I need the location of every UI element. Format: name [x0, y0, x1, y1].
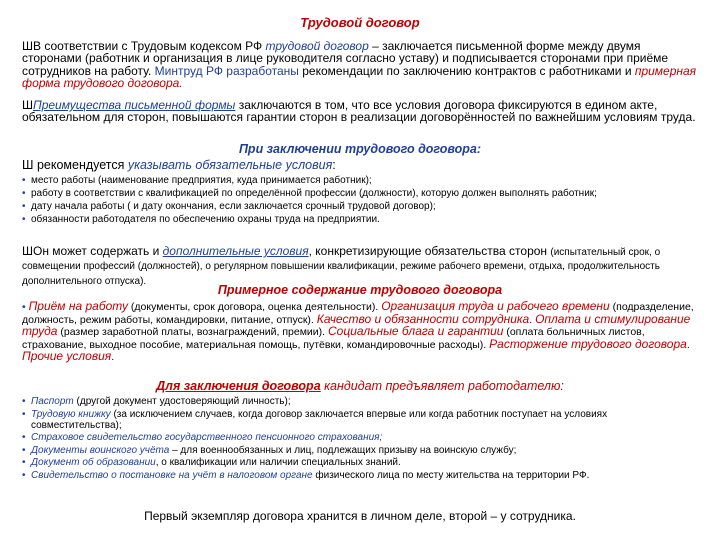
content-note-6: .	[686, 338, 690, 351]
doc-name: Страховое свидетельство государственного пенсионного страхования;	[31, 432, 383, 443]
content-paragraph	[22, 301, 698, 364]
heading-docs	[0, 379, 720, 393]
intro-term: трудовой договор	[265, 39, 369, 53]
doc-name: Трудовую книжку	[31, 408, 111, 420]
list-item: • работу в соответствии с квалификацией по определённой профессии (должности), которую должен выполнять работник;	[22, 188, 698, 199]
bullet-marker: Ш	[22, 39, 33, 53]
doc-name: Паспорт	[31, 396, 74, 407]
content-section-2: Организация труда и рабочего времени	[381, 299, 610, 313]
doc-note: , о квалификации или наличии специальных знаний.	[155, 457, 401, 468]
content-note-3: .	[529, 313, 536, 326]
intro-mintrud: Минтруд РФ разработаны	[154, 63, 299, 78]
content-section-1: Приём на работу	[28, 299, 128, 313]
list-item	[22, 432, 698, 443]
advantages-text: заключаются в том, что все условия договора фиксируются в едином акте, обязательном для сторон, повышаются гарантии сторон в реализации договорённостей по важнейшим условиям труда.	[22, 98, 696, 125]
bullet-marker: •	[22, 301, 29, 313]
doc-note: (за исключением случаев, когда договор заключается впервые или когда работник поступает на условиях совместительства);	[31, 408, 608, 431]
advantages-paragraph	[22, 99, 698, 124]
content-section-5: Социальные блага и гарантии	[328, 324, 504, 339]
intro-text-2: – заключается письменной форме между двумя сторонами (работник и организация в лице руководителя согласно уставу) и подписывается сторонами при приёме сотрудников на работу.	[22, 39, 669, 78]
additional-details: (испытательный срок, о совмещении профессий (должностей), о регулярном повышении квалификации, режиме рабочего времени, отдыха, продолжительность дополнительного отпуска).	[22, 247, 661, 287]
content-note-4: (размер заработной платы, вознаграждений, премии).	[57, 326, 328, 339]
footer-note: Первый экземпляр договора хранится в личном деле, второй – у сотрудника.	[144, 509, 576, 523]
content-note-1: (документы, срок договора, оценка деятельности).	[128, 301, 382, 313]
recommend-mandatory: указывать обязательные условия	[127, 158, 333, 172]
recommend-colon: :	[332, 158, 336, 172]
bullet-marker: Ш	[22, 158, 34, 172]
list-item	[22, 409, 698, 431]
doc-note: – для военнообязанных и лиц, подлежащих призыву на воинскую службу;	[169, 444, 517, 456]
documents-list	[22, 396, 698, 482]
heading-docs-main: Для заключения договора	[156, 379, 321, 393]
intro-paragraph	[22, 40, 698, 89]
content-section-6: Расторжение трудового договора	[489, 336, 687, 351]
mandatory-conditions-list	[22, 175, 698, 227]
doc-name: Свидетельство о постановке на учёт в налоговом органе	[31, 469, 313, 481]
additional-term: дополнительные условия	[162, 244, 309, 258]
content-note-5: (оплата больничных листов, страхование, выходное пособие, материальная помощь, путёвки, командировочные расходы).	[22, 326, 645, 351]
intro-sample-form: примерная форма трудового договора.	[22, 63, 697, 90]
additional-paragraph	[22, 245, 698, 288]
list-item	[22, 445, 698, 456]
doc-note: физического лица по месту жительства на территории РФ.	[312, 469, 590, 481]
content-section-3: Качество и обязанности сотрудника	[316, 311, 530, 326]
content-note-2: (подразделение, должность, режим работы, командировки, питание, отпуск).	[22, 301, 694, 326]
content-note-7: .	[111, 351, 115, 364]
advantages-term: Преимущества письменной формы	[33, 98, 236, 112]
recommend-line	[22, 159, 698, 171]
intro-text-3: рекомендации по заключению контрактов с работниками и	[298, 63, 635, 78]
page-title: Трудовой договор	[300, 15, 420, 30]
list-item	[22, 396, 698, 407]
doc-name: Документы воинского учёта	[31, 444, 170, 456]
content-section-7: Прочие условия	[22, 349, 112, 364]
intro-text-1: В соответствии с Трудовым кодексом РФ	[33, 39, 266, 53]
list-item: • обязанности работодателя по обеспечению охраны труда на предприятии.	[22, 214, 698, 225]
recommend-text: рекомендуется	[33, 158, 128, 172]
bullet-marker: Ш	[22, 98, 33, 112]
additional-text-1: Он может содержать и	[33, 244, 163, 258]
list-item: • место работы (наименование предприятия, куда принимается работник);	[22, 175, 698, 186]
doc-name: Документ об образовании	[31, 457, 156, 468]
additional-text-2: , конкретизирующие обязательства сторон	[308, 244, 551, 258]
heading-content: Примерное содержание трудового договора	[217, 283, 503, 297]
list-item	[22, 457, 698, 468]
heading-conditions: При заключении трудового договора:	[238, 142, 482, 156]
heading-docs-rest: кандидат предъявляет работодателю:	[320, 379, 564, 393]
list-item: • дату начала работы ( и дату окончания, если заключается срочный трудовой договор);	[22, 201, 698, 212]
doc-note: (другой документ удостоверяющий личность);	[73, 396, 291, 407]
list-item	[22, 470, 698, 481]
bullet-marker: Ш	[22, 244, 33, 258]
content-section-4: Оплата и стимулирование труда	[22, 311, 691, 339]
